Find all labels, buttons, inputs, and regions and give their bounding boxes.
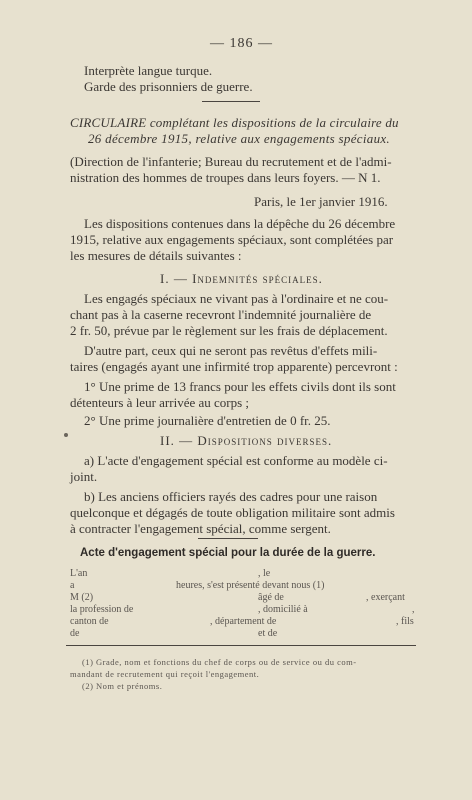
line-guard: Garde des prisonniers de guerre. <box>84 79 253 94</box>
place-date: Paris, le 1er janvier 1916. <box>254 194 388 209</box>
item-1-line-2: détenteurs à leur arrivée au corps ; <box>70 395 250 410</box>
item-2: 2° Une prime journalière d'entretien de 0 fr. 25. <box>84 413 331 428</box>
form-departement: , département de <box>210 616 277 627</box>
divider-2 <box>198 538 258 539</box>
footnote-1-line-2: mandant de recrutement qui reçoit l'engagement. <box>70 669 260 679</box>
page-number: — 186 — <box>210 36 273 51</box>
ink-speck <box>64 433 68 437</box>
form-heures: heures, s'est présenté devant nous (1) <box>176 580 325 591</box>
form-m: M (2) <box>70 592 94 603</box>
form-an: L'an <box>70 568 88 579</box>
direction-line-2: nistration des hommes de troupes dans leurs foyers. — N 1. <box>70 170 381 185</box>
section-1-p2-line-1: D'autre part, ceux qui ne seront pas revêtus d'effets mili- <box>84 343 378 358</box>
form-le: , le <box>258 568 271 579</box>
section-1-p1-line-1: Les engagés spéciaux ne vivant pas à l'ordinaire et ne cou- <box>84 291 389 306</box>
section-1-p1-line-3: 2 fr. 50, prévue par le règlement sur les frais de déplacement. <box>70 323 388 338</box>
form-profession: la profession de <box>70 604 134 615</box>
section-2-title: II. — Dispositions diverses. <box>160 433 333 448</box>
intro-line-3: les mesures de détails suivantes : <box>70 248 242 263</box>
form-fils: , fils <box>396 616 414 627</box>
circular-title-line-2: 26 décembre 1915, relative aux engagements spéciaux. <box>88 131 390 146</box>
form-domicilie: , domicilié à <box>258 604 308 615</box>
form-comma: , <box>412 604 415 615</box>
section-2-b-line-3: à contracter l'engagement spécial, comme sergent. <box>70 521 331 536</box>
circular-title-line-1: CIRCULAIRE complétant les dispositions de la circulaire du <box>70 115 399 130</box>
form-de: de <box>70 628 80 639</box>
item-1-line-1: 1° Une prime de 13 francs pour les effets civils dont ils sont <box>84 379 396 394</box>
direction-line-1: (Direction de l'infanterie; Bureau du recrutement et de l'admi- <box>70 154 392 169</box>
section-2-a-line-1: a) L'acte d'engagement spécial est conforme au modèle ci- <box>84 453 388 468</box>
intro-line-1: Les dispositions contenues dans la dépêche du 26 décembre <box>84 216 396 231</box>
divider <box>202 101 260 102</box>
footnote-1-line-1: (1) Grade, nom et fonctions du chef de corps ou de service ou du com- <box>82 657 357 667</box>
section-1-title: I. — Indemnités spéciales. <box>160 271 323 286</box>
section-2-a-line-2: joint. <box>70 469 98 484</box>
intro-line-2: 1915, relative aux engagements spéciaux, sont complétées par <box>70 232 394 247</box>
footnote-2: (2) Nom et prénoms. <box>82 681 163 691</box>
footnote-rule <box>66 645 416 646</box>
section-2-b-line-2: quelconque et dégagés de toute obligation militaire sont admis <box>70 505 395 520</box>
form-exercant: , exerçant <box>366 592 405 603</box>
form-canton: canton de <box>70 616 109 627</box>
section-2-b-line-1: b) Les anciens officiers rayés des cadres pour une raison <box>84 489 378 504</box>
section-1-p2-line-2: taires (engagés ayant une infirmité trop apparente) percevront : <box>70 359 398 374</box>
form-a: a <box>70 580 75 591</box>
form-title: Acte d'engagement spécial pour la durée de la guerre. <box>80 547 376 559</box>
form-age: âgé de <box>258 592 284 603</box>
section-1-p1-line-2: chant pas à la caserne recevront l'indemnité journalière de <box>70 307 372 322</box>
form-et-de: et de <box>258 628 278 639</box>
line-interpreter: Interprète langue turque. <box>84 63 213 78</box>
